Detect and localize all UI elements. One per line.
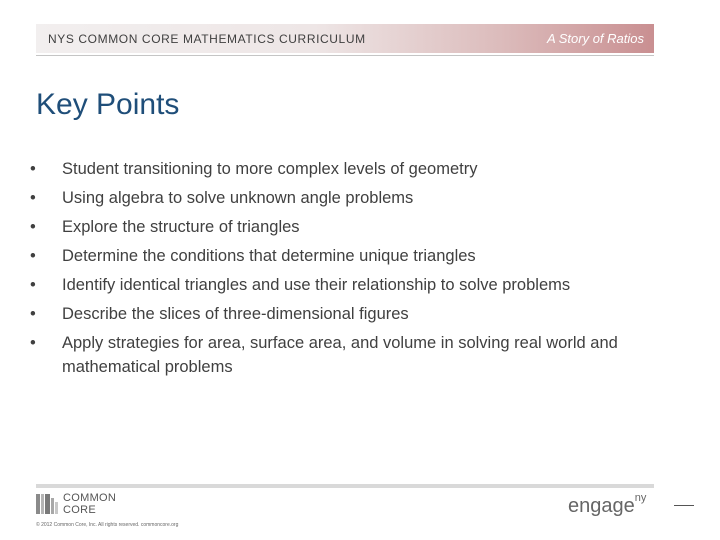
brand-text: engage: [568, 495, 635, 517]
slide-title: Key Points: [36, 88, 180, 121]
list-item: [30, 155, 666, 184]
common-core-wordmark: [63, 492, 116, 516]
copyright-text: © 2012 Common Core, Inc. All rights reserved. commoncore.org: [36, 522, 179, 528]
list-item-text: Determine the conditions that determine unique triangles: [62, 247, 476, 265]
list-item: [30, 184, 666, 213]
common-core-logo-icon: [36, 494, 58, 514]
bullet-icon: •: [30, 189, 36, 207]
header-divider: [36, 55, 654, 56]
bullet-icon: •: [30, 160, 36, 178]
list-item: [30, 300, 666, 329]
list-item-text: Identify identical triangles and use their relationship to solve problems: [62, 276, 571, 294]
list-item-text: Explore the structure of triangles: [62, 218, 300, 236]
key-points-list: [30, 155, 666, 379]
list-item: [30, 242, 666, 271]
header-bar: [36, 24, 654, 53]
footer-divider: [36, 484, 654, 488]
wordmark-line: COMMON: [63, 492, 117, 504]
brand-superscript: ny: [634, 492, 647, 505]
list-item-text: Student transitioning to more complex levels of geometry: [62, 160, 478, 178]
module-title: A Story of Ratios: [546, 31, 644, 46]
list-item-text: Apply strategies for area, surface area, and volume in solving real world and mathematical problems: [62, 334, 618, 376]
list-item-text: Describe the slices of three-dimensional figures: [62, 305, 409, 323]
list-item-text: Using algebra to solve unknown angle problems: [62, 189, 414, 207]
footer-dash: [674, 505, 694, 506]
curriculum-title: NYS COMMON CORE MATHEMATICS CURRICULUM: [48, 32, 366, 46]
bullet-icon: •: [30, 305, 36, 323]
list-item: [30, 271, 666, 300]
list-item: [30, 329, 666, 379]
bullet-icon: •: [30, 247, 36, 265]
list-item: [30, 213, 666, 242]
bullet-icon: •: [30, 218, 36, 236]
wordmark-line: CORE: [63, 504, 96, 516]
engageny-logo: [568, 492, 647, 518]
bullet-icon: •: [30, 334, 36, 352]
bullet-icon: •: [30, 276, 36, 294]
